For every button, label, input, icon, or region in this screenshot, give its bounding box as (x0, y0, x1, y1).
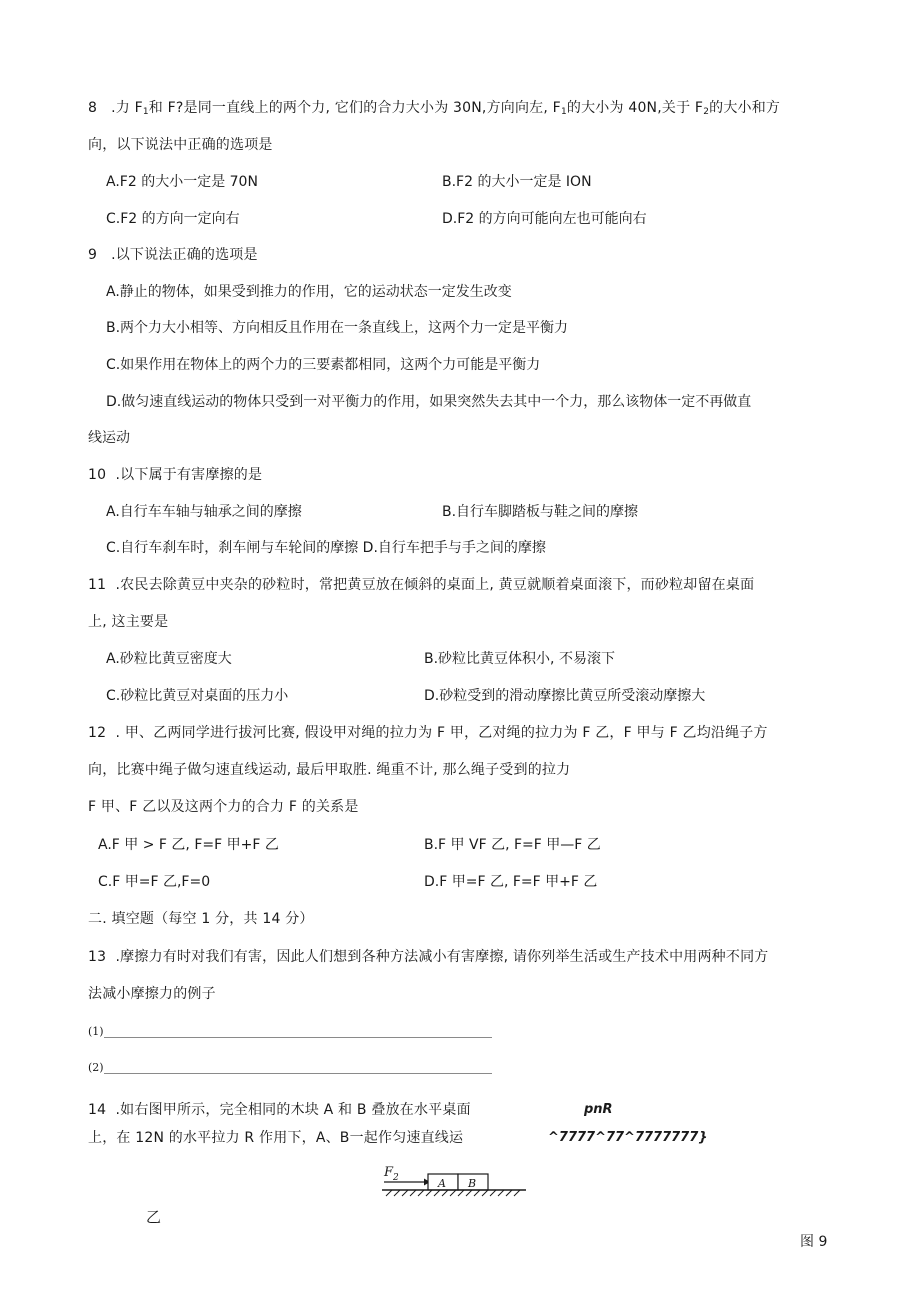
q9-option-b: B.两个力大小相等、方向相反且作用在一条直线上，这两个力一定是平衡力 (106, 320, 569, 336)
q8-line1: 8 .力 $F_1$和 F?是同一直线上的两个力, 它们的合力大小为 30N,方向向左, $F_1$的大小为 40N,关于 $F_2$的大小和方 (88, 100, 781, 117)
q10-stem: 10 .以下属于有害摩擦的是 (88, 467, 263, 483)
q12-option-c: C.F 甲=F 乙,F=0 (98, 874, 211, 890)
q12-line3: F 甲、F 乙以及这两个力的合力 F 的关系是 (88, 799, 359, 815)
q9-option-d-cont: 线运动 (88, 430, 130, 446)
q11-option-c: C.砂粒比黄豆对桌面的压力小 (106, 688, 289, 704)
force-diagram (380, 1162, 530, 1202)
q10-option-cd: C.自行车刹车时，刹车闸与车轮间的摩擦 D.自行车把手与手之间的摩擦 (106, 540, 546, 556)
q9-stem: 9 .以下说法正确的选项是 (88, 247, 258, 263)
q10-option-b: B.自行车脚踏板与鞋之间的摩擦 (442, 504, 639, 520)
q9-option-d: D.做匀速直线运动的物体只受到一对平衡力的作用，如果突然失去其中一个力，那么该物体一定不再做直 (106, 394, 752, 410)
q11-option-a: A.砂粒比黄豆密度大 (106, 651, 232, 667)
figure-ground-text: ^7777^77^7777777} (548, 1130, 708, 1145)
q8-option-a: A.F2 的大小一定是 70N (106, 174, 258, 190)
q12-line1: 12 . 甲、乙两同学进行拔河比赛, 假设甲对绳的拉力为 F 甲，乙对绳的拉力为 F 乙，F 甲与 F 乙均沿绳子方 (88, 725, 768, 741)
q11-line2: 上, 这主要是 (88, 614, 169, 630)
q13-blank2-line[interactable] (104, 1073, 492, 1074)
figure-top-label: pnR (584, 1102, 613, 1117)
q11-option-b: B.砂粒比黄豆体积小, 不易滚下 (424, 651, 615, 667)
q12-option-b: B.F 甲 VF 乙, F=F 甲—F 乙 (424, 837, 601, 853)
q12-line2: 向，比赛中绳子做匀速直线运动, 最后甲取胜. 绳重不计, 那么绳子受到的拉力 (88, 762, 571, 778)
q11-option-d: D.砂粒受到的滑动摩擦比黄豆所受滚动摩擦大 (424, 688, 706, 704)
q13-line2: 法减小摩擦力的例子 (88, 986, 216, 1002)
block-a-label: A (438, 1177, 446, 1190)
force-label-sub: 2 (393, 1173, 399, 1183)
force-label-f: F (384, 1165, 394, 1180)
q10-option-a: A.自行车车轴与轴承之间的摩擦 (106, 504, 302, 520)
q13-blank2-label: (2) (88, 1061, 104, 1074)
q12-option-a: A.F 甲 > F 乙, F=F 甲+F 乙 (98, 837, 279, 853)
figure-caption: 图 9 (800, 1234, 828, 1250)
block-b-label: B (468, 1177, 477, 1190)
q9-option-a: A.静止的物体，如果受到推力的作用，它的运动状态一定发生改变 (106, 284, 512, 300)
q8-option-b: B.F2 的大小一定是 ION (442, 174, 592, 190)
q8-line2: 向，以下说法中正确的选项是 (88, 137, 273, 153)
q14-line2: 上，在 12N 的水平拉力 R 作用下，A、B一起作匀速直线运 (88, 1130, 464, 1146)
q8-option-d: D.F2 的方向可能向左也可能向右 (442, 211, 647, 227)
q13-blank1-line[interactable] (104, 1037, 492, 1038)
q12-option-d: D.F 甲=F 乙, F=F 甲+F 乙 (424, 874, 598, 890)
q11-line1: 11 .农民去除黄豆中夹杂的砂粒时，常把黄豆放在倾斜的桌面上, 黄豆就顺着桌面滚下，而砂粒却留在桌面 (88, 577, 755, 593)
figure-yi-label: 乙 (146, 1208, 162, 1226)
q8-option-c: C.F2 的方向一定向右 (106, 211, 240, 227)
ground-hatch (386, 1190, 520, 1196)
q14-line1: 14 .如右图甲所示，完全相同的木块 A 和 B 叠放在水平桌面 (88, 1102, 471, 1118)
section2-title: 二. 填空题（每空 1 分，共 14 分） (88, 911, 314, 927)
q13-blank1-label: (1) (88, 1025, 104, 1038)
q9-option-c: C.如果作用在物体上的两个力的三要素都相同，这两个力可能是平衡力 (106, 357, 541, 373)
q13-line1: 13 .摩擦力有时对我们有害，因此人们想到各种方法减小有害摩擦, 请你列举生活或生产技术中用两种不同方 (88, 949, 769, 965)
